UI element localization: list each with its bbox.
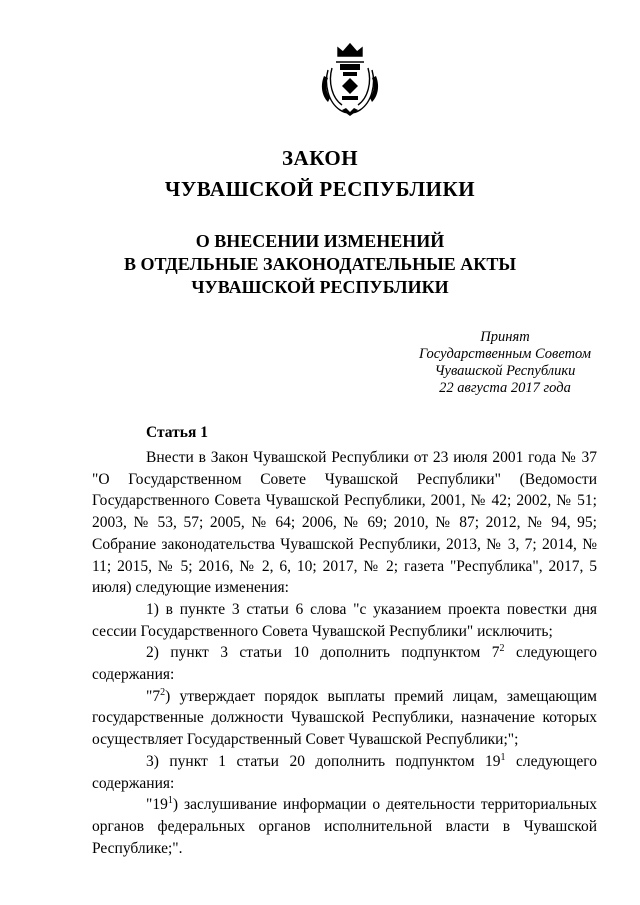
article-heading: Статья 1 xyxy=(146,424,208,441)
law-subtitle-line3: ЧУВАШСКОЙ РЕСПУБЛИКИ xyxy=(191,277,449,297)
adoption-line3: Чувашской Республики xyxy=(434,363,576,379)
article-item-3: 3) пункт 1 статьи 20 дополнить подпунктом $19^1$ следующего содержания: xyxy=(92,751,597,792)
article-item-3-text: "$19^1$) заслушивание информации о деятельности территориальных органов федеральных органов исполнительной власти в Чувашской Республике;". xyxy=(92,795,597,857)
adoption-line2: Государственным Советом xyxy=(418,346,592,362)
chuvash-republic-emblem-icon xyxy=(318,40,382,118)
law-subtitle-line1: О ВНЕСЕНИИ ИЗМЕНЕНИЙ xyxy=(195,231,445,251)
article-intro: Внести в Закон Чувашской Республики от 23 июля 2001 года № 37 "О Государственном Совете Чувашской Республики" (Ведомости Государственного Совета Чувашской Республики, 2001, № 42; 2002, № 51; 2003, № 53, 57; 2005, № 64; 2006, № 69; 2010, № 87; 2012, № 94, 95; Собрание законодательства Чувашской Республики, 2013, № 3, 7; 2014, № 11; 2015, № 5; 2016, № 2, 6, 10; 2017, № 2; газета "Республика", 2017, 5 июля) следующие изменения: xyxy=(92,449,597,597)
article-body xyxy=(92,447,597,859)
adoption-line1: Принят xyxy=(480,329,530,345)
adoption-date: 22 августа 2017 года xyxy=(439,380,571,396)
article-item-2: 2) пункт 3 статьи 10 дополнить подпунктом $7^2$ следующего содержания: xyxy=(92,643,597,684)
law-subtitle-line2: В ОТДЕЛЬНЫЕ ЗАКОНОДАТЕЛЬНЫЕ АКТЫ xyxy=(123,254,517,274)
adoption-note xyxy=(380,329,630,397)
law-title-line2: ЧУВАШСКОЙ РЕСПУБЛИКИ xyxy=(164,177,476,201)
article-item-2-text: "$7^2$) утверждает порядок выплаты премий лицам, замещающим государственные должности Чувашской Республики, назначение которых осуществляет Государственный Совет Чувашской Республики;"; xyxy=(92,686,597,749)
law-title-line1: ЗАКОН xyxy=(281,146,359,170)
article-item-1: 1) в пункте 3 статьи 6 слова "с указанием проекта повестки дня сессии Государственного Совета Чувашской Республики" исключить; xyxy=(92,600,597,640)
